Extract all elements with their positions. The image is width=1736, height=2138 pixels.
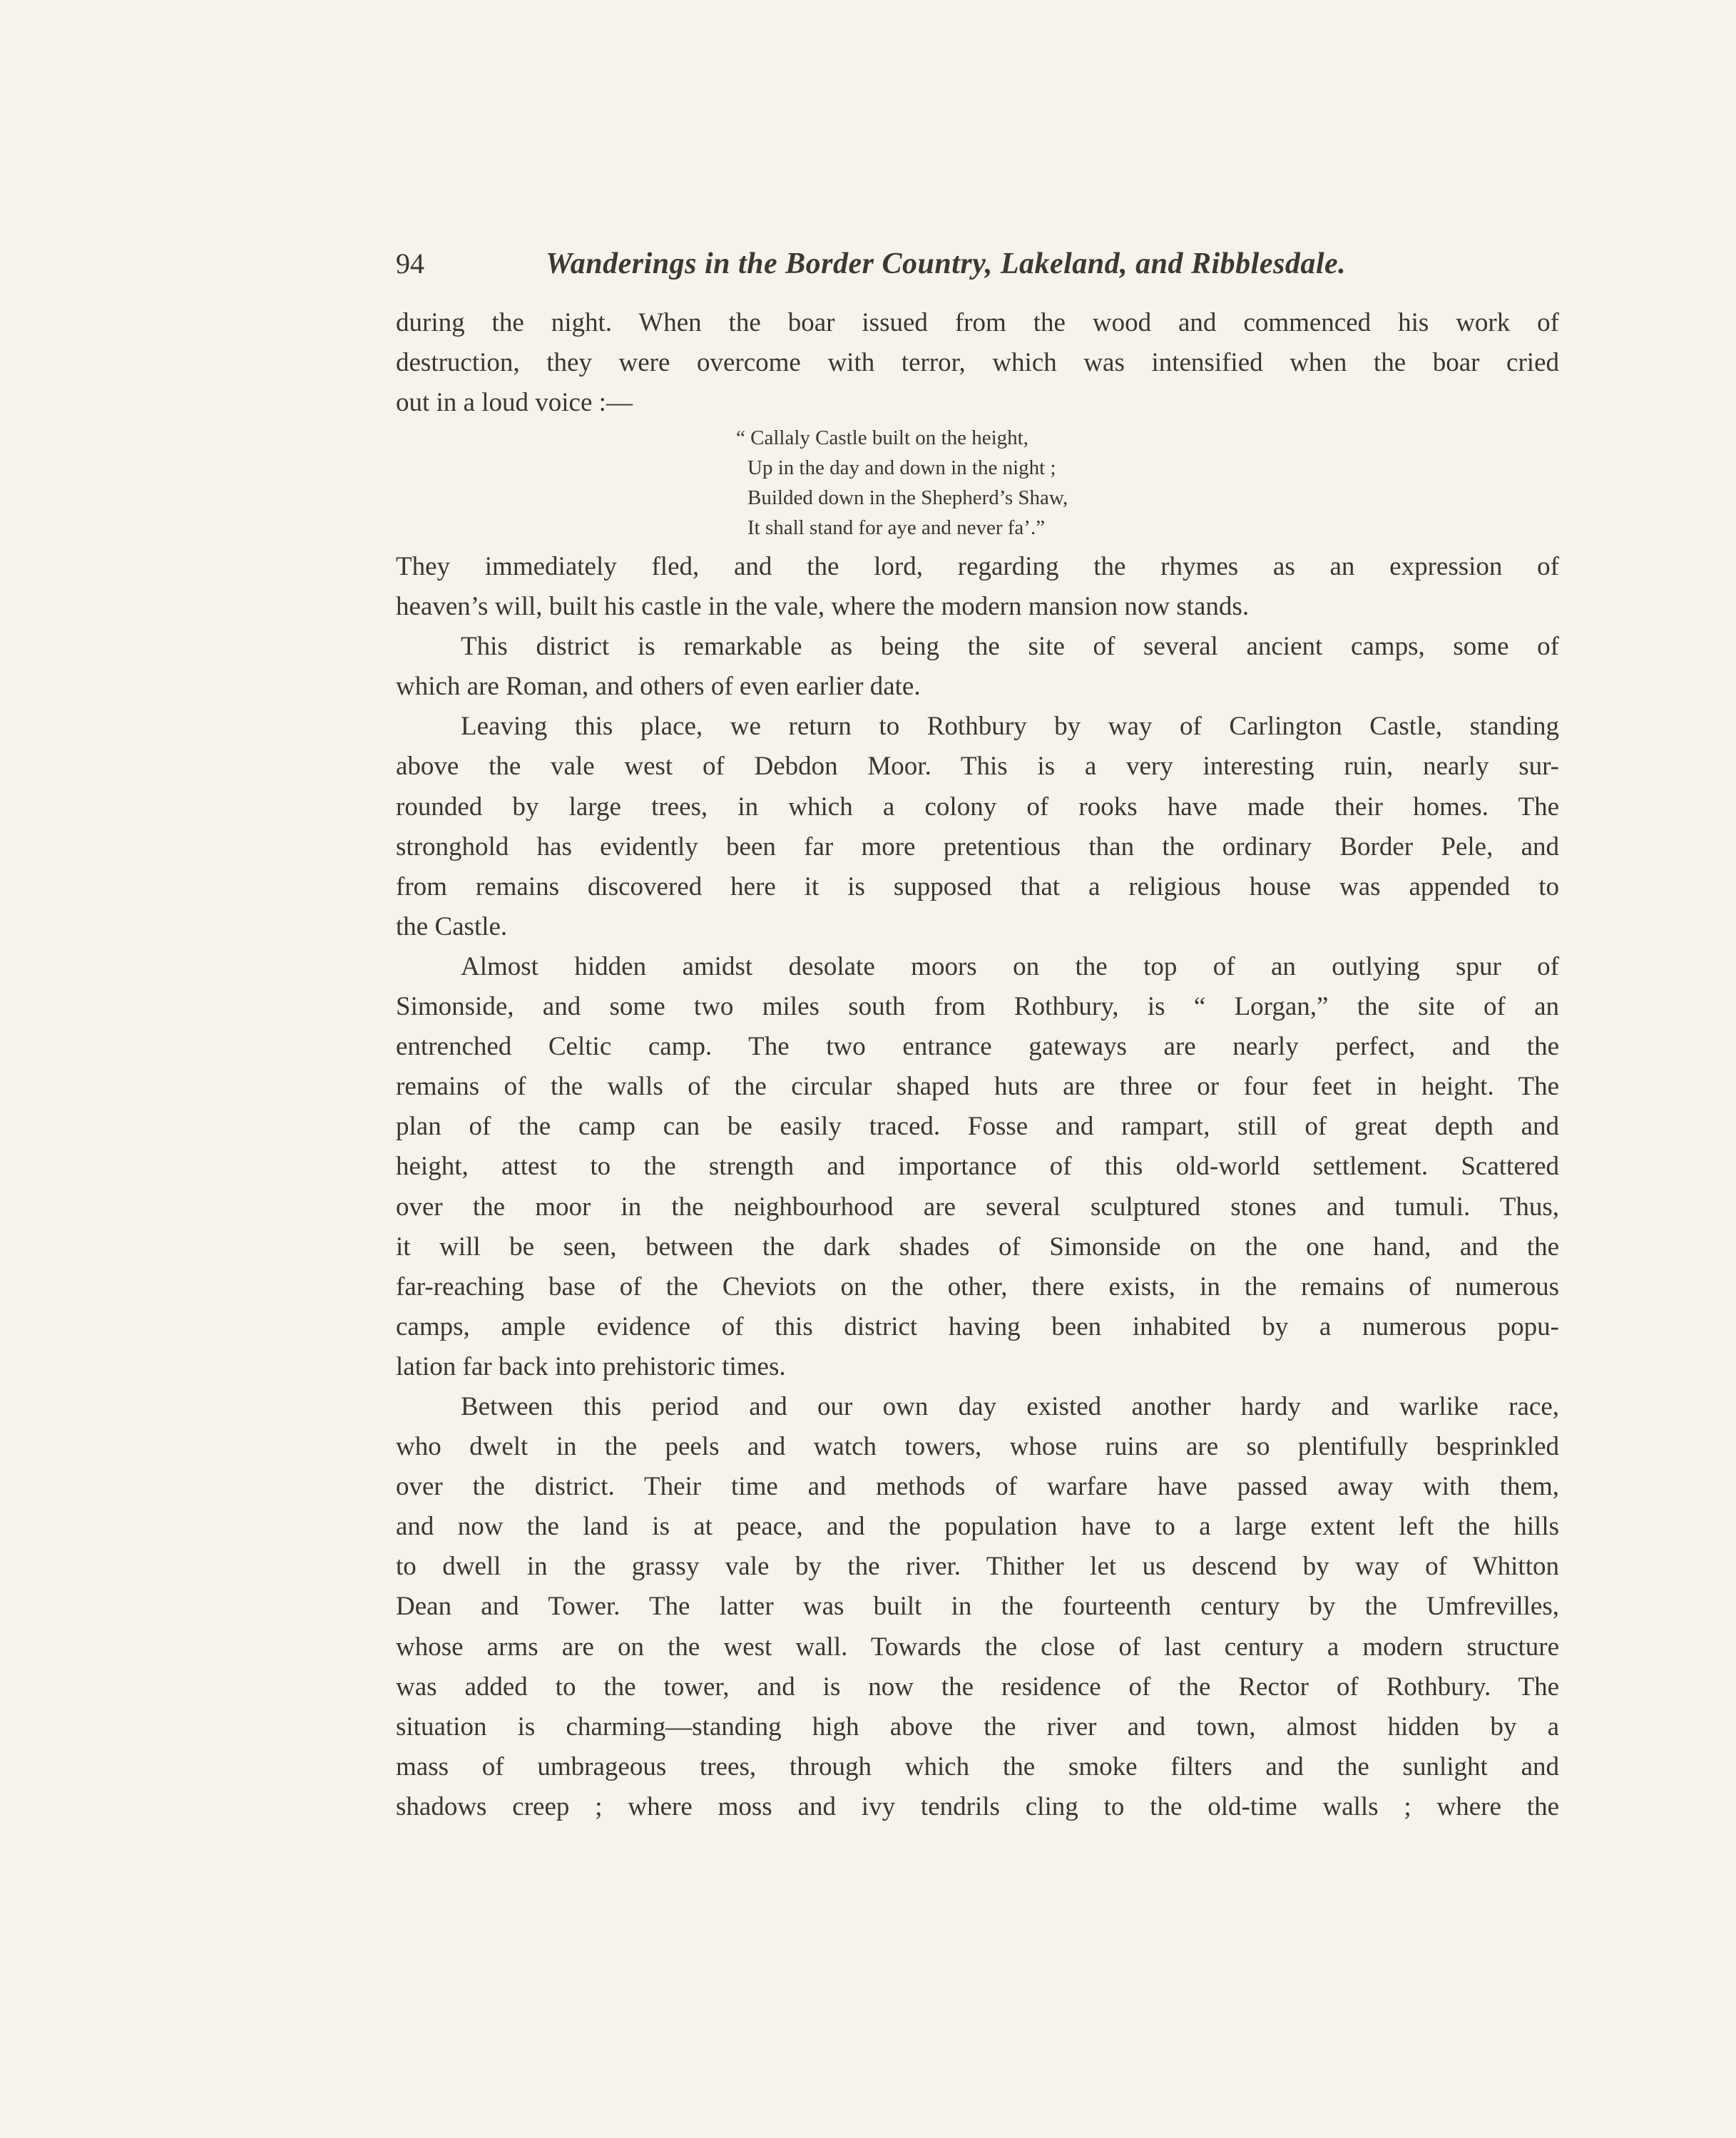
text-line: over the moor in the neighbourhood are several sculptured stones and tumuli. Thus, (396, 1192, 1559, 1222)
text-line: entrenched Celtic camp. The two entrance gateways are nearly perfect, and the (396, 1032, 1559, 1062)
text-line: situation is charming—standing high above the river and town, almost hidden by a (396, 1712, 1559, 1741)
paragraph (396, 547, 1559, 627)
text-line: from remains discovered here it is supposed that a religious house was appended to (396, 871, 1559, 901)
text-line: destruction, they were overcome with terror, which was intensified when the boar cried (396, 348, 1559, 378)
text-line: who dwelt in the peels and watch towers, whose ruins are so plentifully besprinkled (396, 1432, 1559, 1462)
paragraph (396, 627, 1559, 707)
text-line: Almost hidden amidst desolate moors on the top of an outlying spur of (461, 951, 1559, 981)
text-line: far-reaching base of the Cheviots on the other, there exists, in the remains of numerous (396, 1272, 1559, 1301)
text-line: whose arms are on the west wall. Towards the close of last century a modern structure (396, 1632, 1559, 1662)
verse-line: Up in the day and down in the night ; (747, 456, 1056, 479)
text-line: was added to the tower, and is now the residence of the Rector of Rothbury. The (396, 1672, 1559, 1702)
paragraph (396, 707, 1559, 947)
text-line: stronghold has evidently been far more pretentious than the ordinary Border Pele, and (396, 832, 1559, 861)
text-line: shadows creep ; where moss and ivy tendrils cling to the old-time walls ; where the (396, 1791, 1559, 1821)
text-line: and now the land is at peace, and the population have to a large extent left the hills (396, 1512, 1559, 1542)
verse-quotation (736, 423, 1307, 543)
running-title: Wanderings in the Border Country, Lakeland, and Ribblesdale. (546, 247, 1347, 280)
text-line: the Castle. (396, 911, 508, 941)
verse-line: Builded down in the Shepherd’s Shaw, (747, 486, 1068, 509)
paragraph (396, 947, 1559, 1387)
text-line: Dean and Tower. The latter was built in the fourteenth century by the Umfrevilles, (396, 1592, 1559, 1622)
running-header (396, 242, 1566, 285)
text-line: above the vale west of Debdon Moor. This is a very interesting ruin, nearly sur- (396, 752, 1559, 782)
page-number: 94 (396, 247, 424, 280)
text-line: This district is remarkable as being the site of several ancient camps, some of (461, 632, 1559, 662)
text-line: They immediately fled, and the lord, regarding the rhymes as an expression of (396, 552, 1559, 581)
text-line: Simonside, and some two miles south from Rothbury, is “ Lorgan,” the site of an (396, 992, 1559, 1022)
text-line: remains of the walls of the circular shaped huts are three or four feet in height. The (396, 1072, 1559, 1102)
text-line: out in a loud voice :— (396, 388, 633, 418)
opening-text (396, 303, 1559, 423)
paragraph (396, 1387, 1559, 1827)
text-line: it will be seen, between the dark shades of Simonside on the one hand, and the (396, 1232, 1559, 1262)
text-line: heaven’s will, built his castle in the vale, where the modern mansion now stands. (396, 592, 1250, 622)
text-line: to dwell in the grassy vale by the river. Thither let us descend by way of Whitton (396, 1552, 1559, 1582)
verse-line: It shall stand for aye and never fa’.” (747, 516, 1046, 539)
text-line: lation far back into prehistoric times. (396, 1351, 786, 1381)
text-line: mass of umbrageous trees, through which the smoke filters and the sunlight and (396, 1751, 1559, 1781)
text-line: rounded by large trees, in which a colony of rooks have made their homes. The (396, 792, 1559, 822)
text-line: height, attest to the strength and importance of this old-world settlement. Scattered (396, 1152, 1559, 1182)
text-line: plan of the camp can be easily traced. Fosse and rampart, still of great depth and (396, 1112, 1559, 1142)
text-line: Between this period and our own day existed another hardy and warlike race, (461, 1391, 1559, 1421)
text-line: over the district. Their time and methods of warfare have passed away with them, (396, 1472, 1559, 1502)
body-text (396, 547, 1559, 1827)
text-line: Leaving this place, we return to Rothbury by way of Carlington Castle, standing (461, 712, 1559, 742)
text-line: which are Roman, and others of even earlier date. (396, 672, 921, 702)
text-line: camps, ample evidence of this district having been inhabited by a numerous popu- (396, 1311, 1559, 1341)
verse-line: “ Callaly Castle built on the height, (736, 426, 1028, 449)
text-line: during the night. When the boar issued from the wood and commenced his work of (396, 308, 1559, 337)
